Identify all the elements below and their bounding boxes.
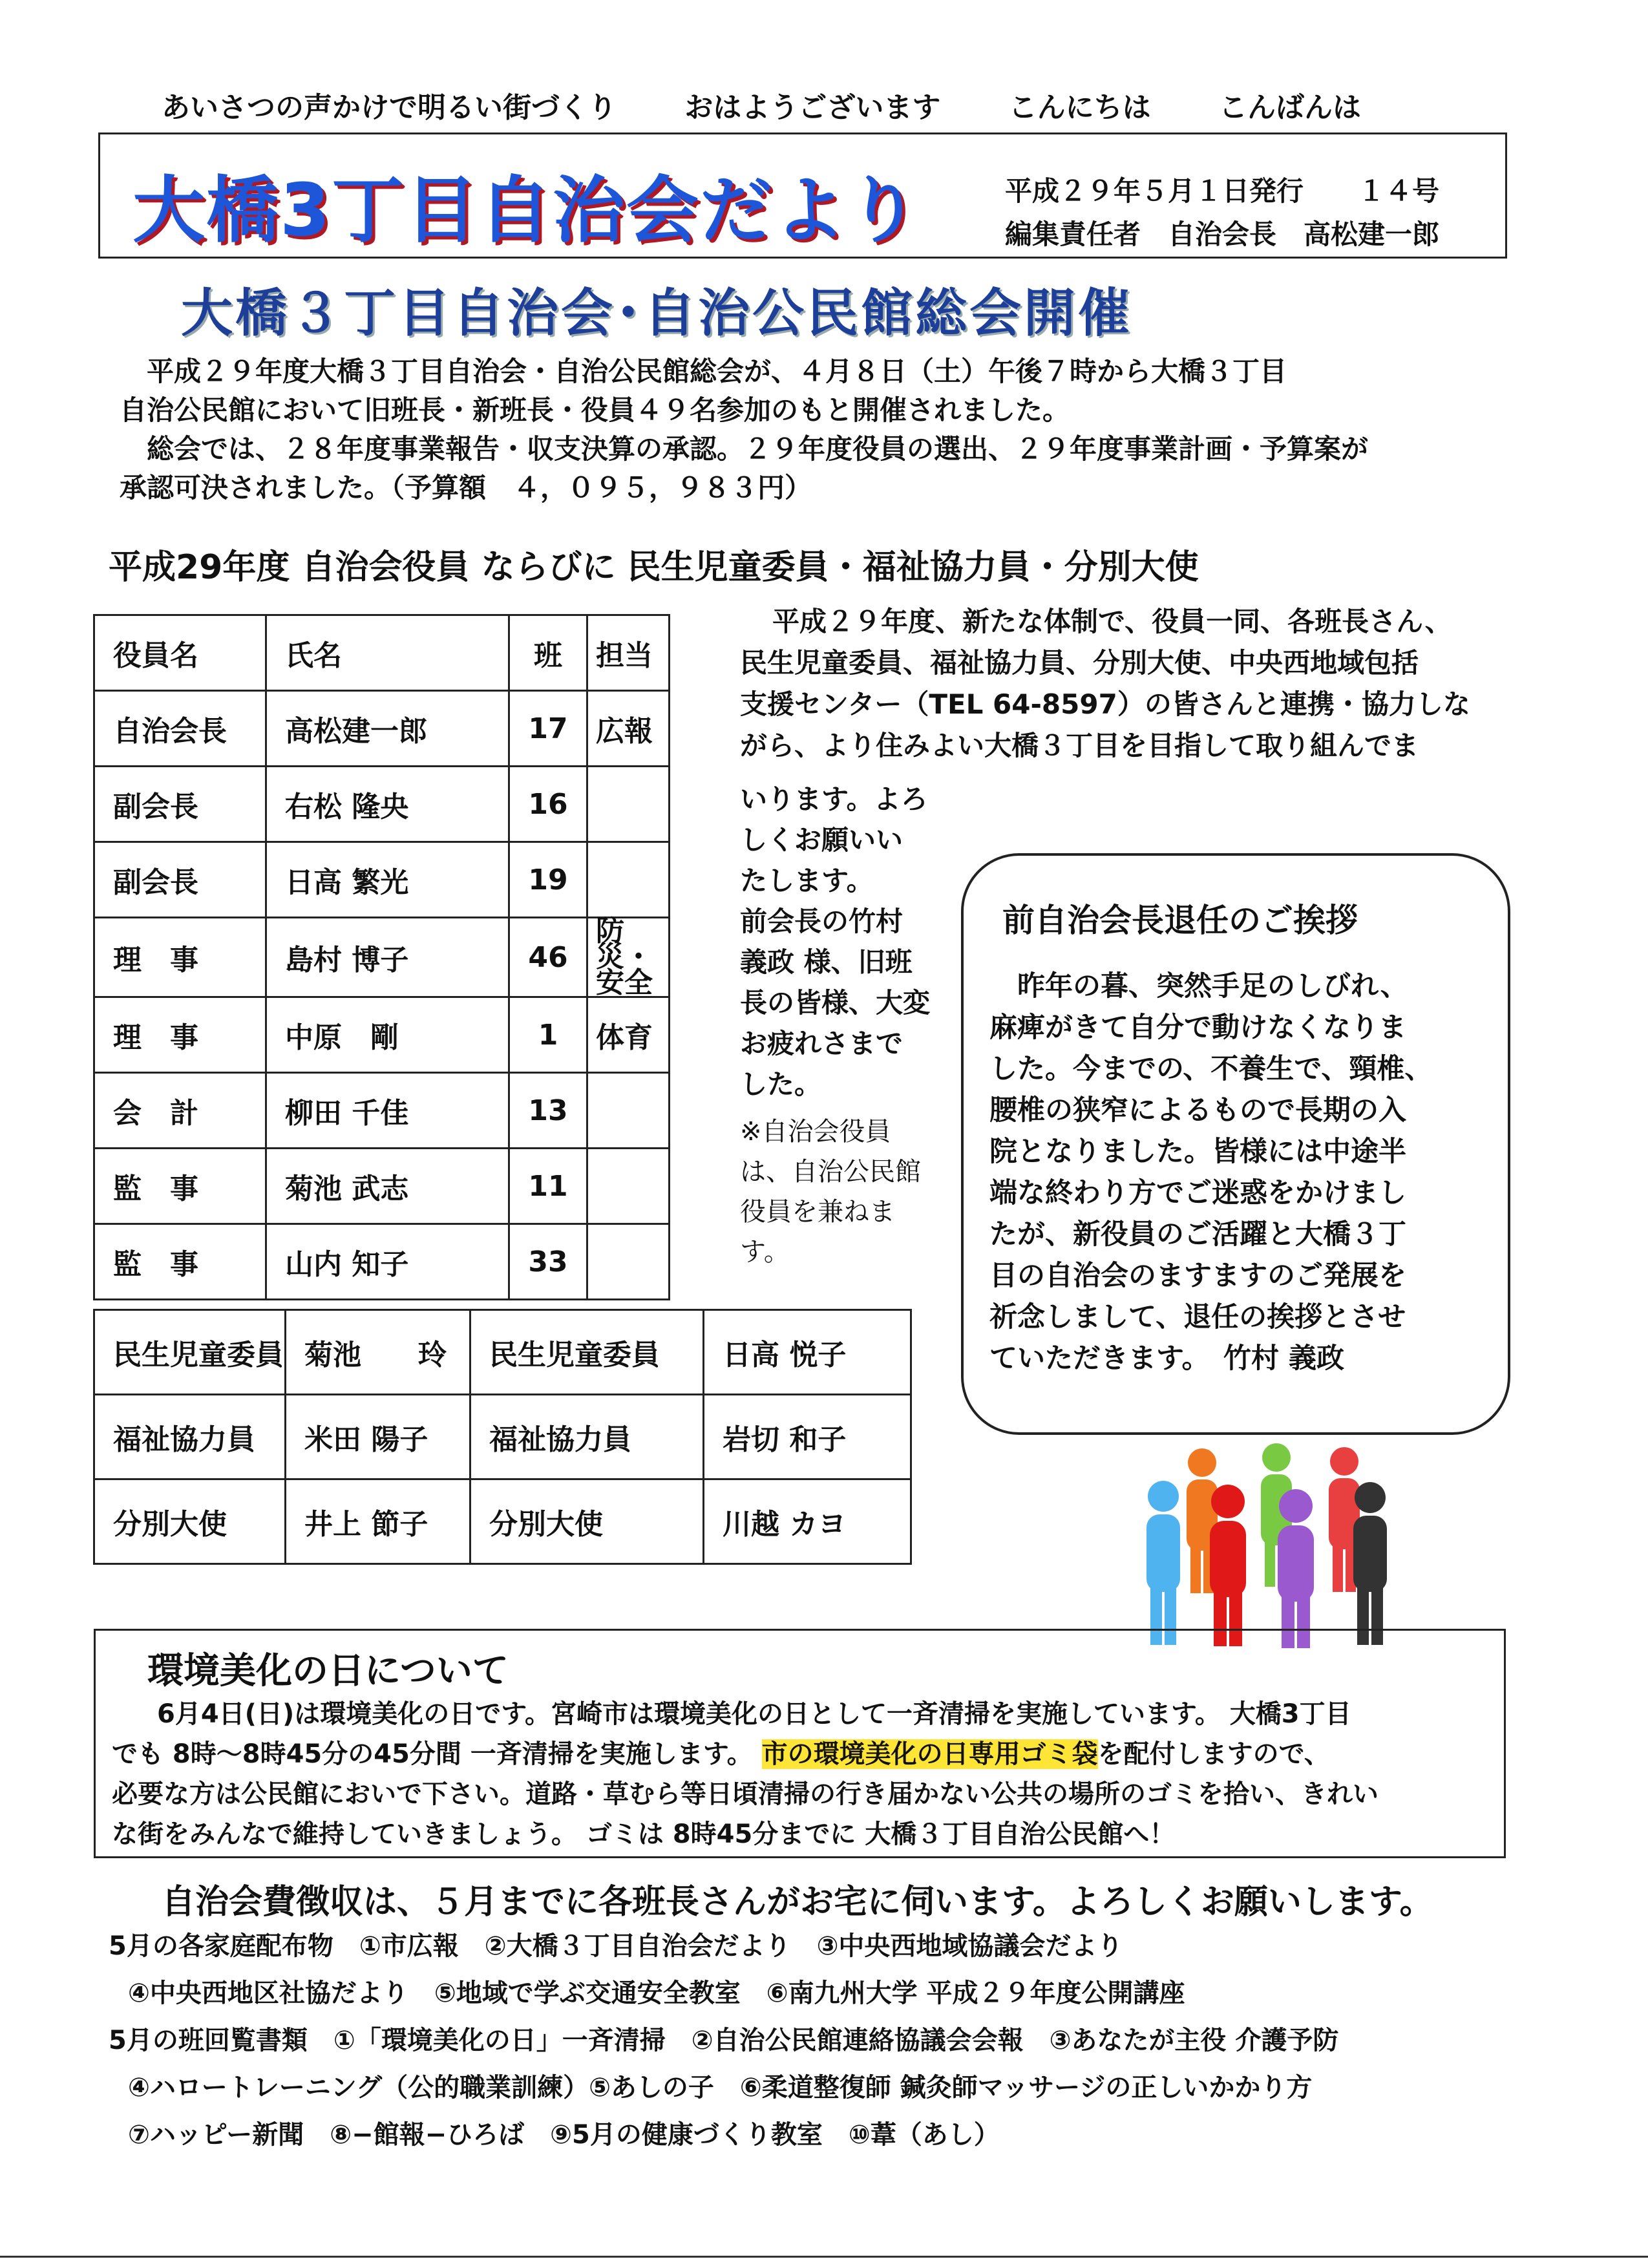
- cell-group: 11: [509, 1149, 587, 1224]
- table-row: [94, 767, 670, 842]
- text-line: す。: [740, 1237, 790, 1267]
- text-line: いります。よろ: [740, 783, 928, 815]
- cell-role: 自治会長: [94, 691, 266, 767]
- cell-role: 理 事: [94, 918, 266, 997]
- text-line: 前会長の竹村: [740, 906, 903, 937]
- text-line: した。今までの、不養生で、頸椎、: [989, 1053, 1433, 1085]
- greeting-body: [989, 966, 1494, 1379]
- officer-note: [740, 1112, 950, 1272]
- cell-name: 井上 節子: [286, 1479, 470, 1564]
- table-row: [94, 1395, 911, 1479]
- header-role: 役員名: [94, 615, 266, 691]
- cell-duty: 体育: [587, 997, 670, 1073]
- cell-name: 高松建一郎: [266, 691, 509, 767]
- section-title: 平成29年度 自治会役員 ならびに 民生児童委員・福祉協力員・分別大使: [109, 548, 1199, 587]
- cell-group: 33: [509, 1224, 587, 1300]
- cell-name: 右松 隆央: [266, 767, 509, 842]
- environment-notice: [94, 1629, 1506, 1858]
- text-line: お疲れさまで: [740, 1028, 903, 1059]
- slogan-afternoon: こんにちは: [1008, 91, 1151, 124]
- list-item: ⑦ハッピー新聞 ⑧−館報−ひろば ⑨5月の健康づくり教室 ⑩葦（あし）: [128, 2120, 1000, 2150]
- text-line: たします。: [740, 865, 874, 896]
- table-row: [94, 842, 670, 918]
- slogan-evening: こんばんは: [1218, 91, 1361, 124]
- environment-title: 環境美化の日について: [147, 1650, 509, 1692]
- headline: 大橋３丁目自治会･自治公民館総会開催: [181, 283, 1132, 343]
- slogan-line: [162, 84, 1419, 125]
- cell-name: 菊池 武志: [266, 1149, 509, 1224]
- greeting-bubble: [961, 853, 1510, 1435]
- cell-duty: 防災・安全: [587, 918, 670, 997]
- cell-group: 46: [509, 918, 587, 997]
- text-line: 腰椎の狭窄によるもので長期の入: [989, 1094, 1406, 1127]
- text-line: 支援センター（TEL 64-8597）の皆さんと連携・協力しな: [740, 688, 1470, 720]
- cell-name: 岩切 和子: [704, 1395, 911, 1479]
- cell-role: 会 計: [94, 1073, 266, 1149]
- cell-role: 副会長: [94, 767, 266, 842]
- text-segment: を配付しますので、: [1097, 1739, 1330, 1769]
- table-row: [94, 997, 670, 1073]
- text-line: 民生児童委員、福祉協力員、分別大使、中央西地域包括: [740, 647, 1419, 679]
- cell-name: 日高 悦子: [704, 1310, 911, 1395]
- cell-name: 日高 繁光: [266, 842, 509, 918]
- list-item: 5月の班回覧書類 ①「環境美化の日」一斉清掃 ②自治公民館連絡協議会会報 ③あなたが主役 介護予防: [109, 2026, 1339, 2055]
- text-line: 平成２９年度、新たな体制で、役員一同、各班長さん、: [772, 606, 1452, 637]
- header-duty: 担当: [587, 615, 670, 691]
- text-line: 6月4日(日)は環境美化の日です。宮崎市は環境美化の日として一斉清掃を実施しています。 大橋3丁目: [157, 1699, 1351, 1729]
- table-row: [94, 1073, 670, 1149]
- table-row: [94, 1310, 911, 1395]
- table-header-row: [94, 615, 670, 691]
- cell-role: 監 事: [94, 1149, 266, 1224]
- list-item: 5月の各家庭配布物 ①市広報 ②大橋３丁目自治会だより ③中央西地域協議会だより: [109, 1931, 1123, 1961]
- text-line: 昨年の暮、突然手足のしびれ、: [989, 970, 1408, 1002]
- greeting-title: 前自治会長退任のご挨拶: [1002, 902, 1358, 939]
- cell-group: 17: [509, 691, 587, 767]
- new-structure-text: [740, 601, 1506, 767]
- intro-line: 自治公民館において旧班長・新班長・役員４９名参加のもと開催されました。: [120, 394, 1070, 426]
- list-item: ④ハロートレーニング（公的職業訓練）⑤あしの子 ⑥柔道整復師 鍼灸師マッサージの正しいかかり方: [128, 2073, 1313, 2103]
- environment-body: [112, 1694, 1495, 1854]
- text-segment: でも 8時～8時45分の45分間 一斉清掃を実施します。: [112, 1739, 762, 1769]
- text-line: たが、新役員のご活躍と大橋３丁: [989, 1218, 1406, 1251]
- person-icon: [1353, 1482, 1387, 1645]
- text-line: がら、より住みよい大橋３丁目を目指して取り組んでま: [740, 730, 1419, 761]
- cell-role: 分別大使: [94, 1479, 286, 1564]
- person-icon: [1210, 1485, 1246, 1646]
- thanks-text: [740, 779, 947, 1105]
- cell-duty: [587, 1073, 670, 1149]
- intro-line: 平成２９年度大橋３丁目自治会・自治公民館総会が、４月８日（土）午後７時から大橋３丁目: [147, 355, 1287, 387]
- intro-paragraph: [120, 352, 1516, 507]
- intro-line: 総会では、２８年度事業報告・収支決算の承認。２９年度役員の選出、２９年度事業計画・予算案が: [147, 433, 1369, 465]
- slogan-morning: おはようございます: [684, 91, 941, 124]
- cell-role: 分別大使: [470, 1479, 704, 1564]
- cell-group: 16: [509, 767, 587, 842]
- cell-name: 島村 博子: [266, 918, 509, 997]
- cell-duty: [587, 1224, 670, 1300]
- table-row: [94, 1224, 670, 1300]
- fee-notice: 自治会費徴収は、５月までに各班長さんがお宅に伺います。よろしくお願いします。: [162, 1883, 1433, 1922]
- text-line: な街をみんなで維持していきましょう。 ゴミは 8時45分までに 大橋３丁目自治公民館へ！: [112, 1819, 1176, 1849]
- text-line: 目の自治会のますますのご発展を: [989, 1260, 1406, 1292]
- cell-duty: [587, 1149, 670, 1224]
- bottom-divider: [0, 2256, 1648, 2258]
- cell-role: 監 事: [94, 1224, 266, 1300]
- text-line: 役員を兼ねま: [740, 1197, 895, 1227]
- people-group-icon: [1131, 1438, 1428, 1651]
- cell-name: 柳田 千佳: [266, 1073, 509, 1149]
- cell-name: 菊池 玲: [286, 1310, 470, 1395]
- cell-group: 19: [509, 842, 587, 918]
- masthead: [98, 132, 1507, 259]
- person-icon: [1146, 1481, 1180, 1645]
- table-row: [94, 1479, 911, 1564]
- cell-role: 民生児童委員: [94, 1310, 286, 1395]
- cell-role: 民生児童委員: [470, 1310, 704, 1395]
- newsletter-title: 大橋3丁目自治会だより: [132, 169, 921, 253]
- person-icon: [1278, 1489, 1314, 1648]
- cell-name: 米田 陽子: [286, 1395, 470, 1479]
- distribution-list: [109, 1923, 1530, 2159]
- cell-group: 13: [509, 1073, 587, 1149]
- text-line: ていただきます。 竹村 義政: [989, 1342, 1345, 1375]
- officers-table: [93, 614, 670, 1300]
- text-line: した。: [740, 1068, 822, 1100]
- cell-name: 中原 剛: [266, 997, 509, 1073]
- list-item: ④中央西地区社協だより ⑤地域で学ぶ交通安全教室 ⑥南九州大学 平成２９年度公開講座: [128, 1978, 1185, 2008]
- text-line: 長の皆様、大変: [740, 987, 931, 1019]
- header-name: 氏名: [266, 615, 509, 691]
- cell-duty: [587, 842, 670, 918]
- cell-name: 川越 カヨ: [704, 1479, 911, 1564]
- cell-duty: 広報: [587, 691, 670, 767]
- garbage-bag-highlight: 市の環境美化の日専用ゴミ袋: [761, 1739, 1098, 1769]
- cell-role: 副会長: [94, 842, 266, 918]
- slogan-main: あいさつの声かけで明るい街づくり: [162, 91, 617, 124]
- table-row: [94, 1149, 670, 1224]
- cell-duty: [587, 767, 670, 842]
- text-line: 麻痺がきて自分で動けなくなりま: [989, 1012, 1406, 1044]
- cell-group: 1: [509, 997, 587, 1073]
- commissioners-table: [93, 1309, 912, 1565]
- intro-line: 承認可決されました。（予算額 ４，０９５，９８３円）: [120, 472, 812, 503]
- text-line: ※自治会役員: [740, 1117, 891, 1147]
- issue-info: 平成２９年５月１日発行 １４号: [1005, 175, 1440, 207]
- cell-role: 福祉協力員: [470, 1395, 704, 1479]
- text-line: 義政 様、旧班: [740, 946, 913, 978]
- header-group: 班: [509, 615, 587, 691]
- text-line: [112, 1734, 1495, 1774]
- text-line: 必要な方は公民館においで下さい。道路・草むら等日頃清掃の行き届かない公共の場所のゴミを拾い、きれい: [112, 1779, 1379, 1809]
- text-line: 院となりました。皆様には中途半: [989, 1136, 1406, 1168]
- cell-name: 山内 知子: [266, 1224, 509, 1300]
- text-line: 祈念しまして、退任の挨拶とさせ: [989, 1301, 1406, 1333]
- cell-role: 福祉協力員: [94, 1395, 286, 1479]
- text-line: 端な終わり方でご迷惑をかけまし: [989, 1177, 1406, 1209]
- cell-role: 理 事: [94, 997, 266, 1073]
- table-row: [94, 691, 670, 767]
- text-line: しくお願いい: [740, 824, 903, 856]
- editor-info: 編集責任者 自治会長 高松建一郎: [1005, 218, 1440, 250]
- table-row: [94, 918, 670, 997]
- text-line: は、自治公民館: [740, 1157, 921, 1187]
